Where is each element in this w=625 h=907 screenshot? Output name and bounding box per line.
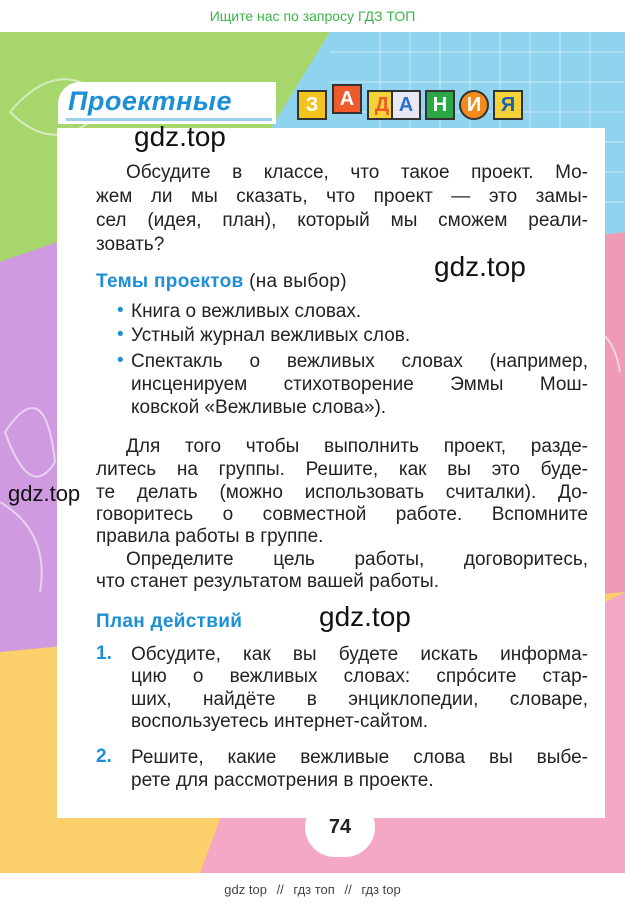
paragraph-line: Для того чтобы выполнить проект, разде-: [126, 436, 588, 457]
bullet-icon: •: [117, 300, 124, 321]
intro-line: зовать?: [96, 234, 165, 255]
step-line: ших, найдёте в энциклопедии, словаре,: [131, 689, 588, 710]
letter-tile: З: [297, 90, 327, 120]
watermark: gdz.top: [434, 251, 526, 282]
intro-line: Обсудите в классе, что такое проект. Мо-: [126, 162, 588, 183]
paragraph-line: правила работы в группе.: [96, 526, 324, 547]
topic-item: Книга о вежливых словах.: [131, 301, 362, 322]
footer-separator: //: [276, 882, 284, 897]
paragraph-line: те делать (можно использовать считалки). До-: [96, 482, 588, 503]
plan-heading: План действий: [96, 611, 243, 632]
intro-line: сел (идея, план), который мы сможем реали-: [96, 210, 588, 231]
paragraph-line: что станет результатом вашей работы.: [96, 571, 439, 592]
topics-note: (на выбор): [249, 271, 347, 292]
topics-heading-text: Темы проектов: [96, 271, 244, 292]
intro-line: жем ли мы сказать, что проект — это замы-: [96, 186, 588, 207]
footer-links: [0, 873, 625, 907]
letter-tile: И: [459, 90, 489, 120]
bullet-icon: •: [117, 324, 124, 345]
letter-tile: Н: [425, 90, 455, 120]
letter-tile: Я: [493, 90, 523, 120]
paragraph-line: литесь на группы. Решите, как вы это буде-: [96, 459, 588, 480]
topic-item: Спектакль о вежливых словах (например,: [131, 351, 588, 372]
footer-link[interactable]: gdz top: [224, 882, 267, 897]
step-number: 2.: [96, 746, 112, 767]
watermark: gdz.top: [8, 481, 81, 506]
bullet-icon: •: [117, 350, 124, 371]
topics-heading: [96, 271, 347, 293]
letter-tile: А: [391, 90, 421, 120]
letter-tile: Д: [367, 90, 397, 120]
topic-item: Устный журнал вежливых слов.: [131, 325, 411, 346]
topic-item: инсценируем стихотворение Эммы Мош-: [131, 374, 588, 395]
step-line: Решите, какие вежливые слова вы выбе-: [131, 747, 588, 768]
step-line: Обсудите, как вы будете искать информа-: [131, 644, 588, 665]
letter-tile: А: [332, 84, 362, 114]
watermark: gdz.top: [319, 601, 411, 632]
step-line: рете для рассмотрения в проекте.: [131, 770, 434, 791]
section-title: Проектные: [68, 86, 232, 116]
step-line: цию о вежливых словах: спрóсите стар-: [131, 666, 588, 687]
paragraph-line: говоритесь о совместной работе. Вспомните: [96, 504, 588, 525]
footer-separator: //: [344, 882, 352, 897]
page-number: 74: [328, 816, 352, 838]
footer-link[interactable]: гдз топ: [293, 882, 335, 897]
watermark: gdz.top: [134, 121, 226, 152]
step-number: 1.: [96, 643, 112, 664]
step-line: воспользуетесь интернет-сайтом.: [131, 711, 429, 732]
site-banner: Ищите нас по запросу ГДЗ ТОП: [0, 0, 625, 32]
paragraph-line: Определите цель работы, договоритесь,: [126, 549, 588, 570]
topic-item: ковской «Вежливые слова»).: [131, 397, 387, 418]
footer-link[interactable]: гдз top: [361, 882, 401, 897]
